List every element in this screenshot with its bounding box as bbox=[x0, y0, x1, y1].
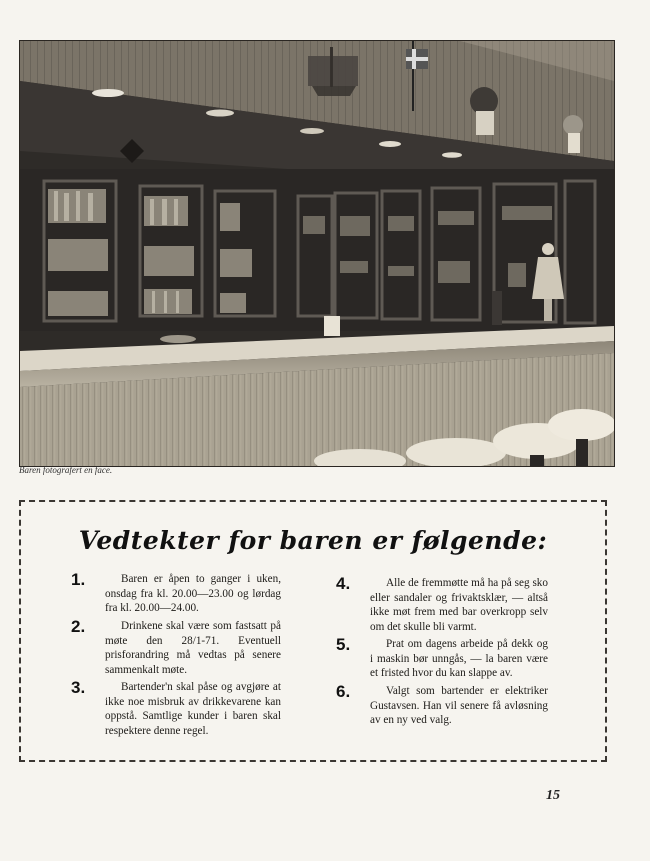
rule-number: 4. bbox=[336, 574, 351, 593]
rule-number: 2. bbox=[71, 617, 86, 636]
rule-number: 6. bbox=[336, 682, 351, 701]
rule-number: 5. bbox=[336, 635, 351, 654]
page-number: 15 bbox=[546, 788, 560, 803]
bar-photograph bbox=[19, 40, 615, 467]
rule-number: 1. bbox=[71, 570, 86, 589]
rule-text: Baren er åpen to ganger i uken, onsdag fra kl. 20.00—23.00 og lørdag fra kl. 20.00—24.00. bbox=[105, 573, 281, 614]
rule-text: Bartender'n skal påse og avgjøre at ikke noe misbruk av drikkevarene kan oppstå. Samtlige kunder i baren skal respektere denne regel. bbox=[105, 681, 281, 737]
rule-number: 3. bbox=[71, 678, 86, 697]
rule-text: Alle de fremmøtte må ha på seg sko eller sandaler og frivaktsklær, — altså ikke møt frem med bar overkropp selv om det skulle bli varmt. bbox=[370, 577, 548, 633]
rule-text: Prat om dagens arbeide på dekk og i maskin bør unngås, — la baren være et fristed hvor du kan slappe av. bbox=[370, 638, 548, 679]
rules-title: Vedtekter for baren er følgende: bbox=[78, 526, 548, 555]
rule-text: Drinkene skal være som fastsatt på møte den 28/1-71. Eventuell prisforandring må vedtas på senere sammenkalt møte. bbox=[105, 620, 281, 676]
rules-box bbox=[19, 500, 607, 762]
photo-caption: Baren fotografert en face. bbox=[19, 465, 113, 475]
rule-text: Valgt som bartender er elektriker Gustavsen. Han vil senere få avløsning av en ny ved valg. bbox=[370, 685, 548, 726]
